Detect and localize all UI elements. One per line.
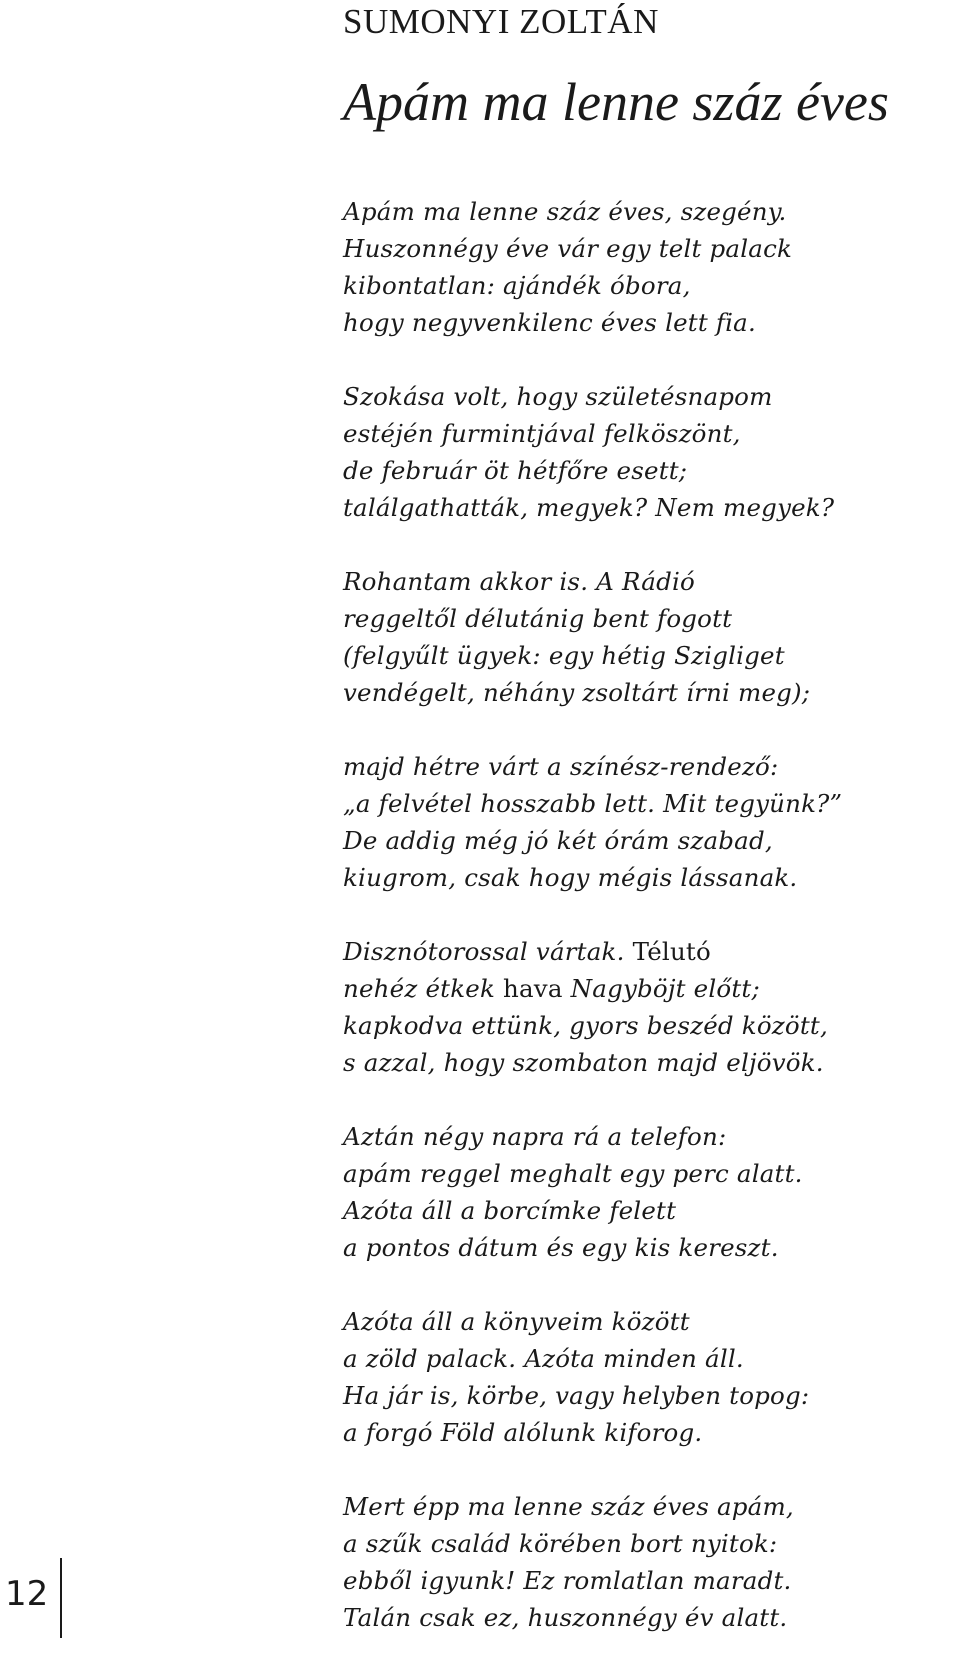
poem-line: kibontatlan: ajándék óbora, — [343, 271, 691, 300]
page-number: 12 — [5, 1574, 49, 1614]
poem-line: találgathatták, megyek? Nem megyek? — [343, 493, 835, 522]
stanza-2 — [343, 378, 943, 526]
poem-line: reggeltől délutánig bent fogott — [343, 604, 733, 633]
line-segment: nehéz étkek — [343, 974, 495, 1003]
stanza-6 — [343, 1118, 943, 1266]
page-number-divider — [60, 1558, 62, 1638]
poem-line: estéjén furmintjával felköszönt, — [343, 419, 741, 448]
poem-line: Aztán négy napra rá a telefon: — [343, 1122, 727, 1151]
poem-body — [343, 193, 943, 1673]
stanza-4 — [343, 748, 943, 896]
poem-line: Szokása volt, hogy születésnapom — [343, 382, 773, 411]
poem-line: Huszonnégy éve vár egy telt palack — [343, 234, 793, 263]
poem-line: De addig még jó két órám szabad, — [343, 826, 773, 855]
stanza-3 — [343, 563, 943, 711]
poem-line: a szűk család körében bort nyitok: — [343, 1529, 778, 1558]
poem-line: „a felvétel hosszabb lett. Mit tegyünk?” — [343, 789, 843, 818]
poem-line: Mert épp ma lenne száz éves apám, — [343, 1492, 794, 1521]
poem-line: a forgó Föld alólunk kiforog. — [343, 1418, 703, 1447]
line-segment: Nagyböjt előtt; — [570, 974, 760, 1003]
poem-line: a zöld palack. Azóta minden áll. — [343, 1344, 744, 1373]
poem-line: Azóta áll a borcímke felett — [343, 1196, 677, 1225]
stanza-7 — [343, 1303, 943, 1451]
poem-line: kiugrom, csak hogy mégis lássanak. — [343, 863, 798, 892]
poem-line: Apám ma lenne száz éves, szegény. — [343, 197, 787, 226]
line-segment: Disznótorossal vártak. — [343, 937, 625, 966]
poem-line: Rohantam akkor is. A Rádió — [343, 567, 695, 596]
upright-word: hava — [503, 974, 563, 1003]
poem-line — [343, 933, 943, 970]
poem-line: Talán csak ez, huszonnégy év alatt. — [343, 1603, 788, 1632]
poem-line: Ha jár is, körbe, vagy helyben topog: — [343, 1381, 810, 1410]
author-name: SUMONYI ZOLTÁN — [343, 2, 659, 41]
poem-line: ebből igyunk! Ez romlatlan maradt. — [343, 1566, 792, 1595]
poem-line: Azóta áll a könyveim között — [343, 1307, 690, 1336]
upright-word: Télutó — [632, 937, 711, 966]
poem-line: de február öt hétfőre esett; — [343, 456, 688, 485]
poem-line: kapkodva ettünk, gyors beszéd között, — [343, 1011, 828, 1040]
poem-line: hogy negyvenkilenc éves lett fia. — [343, 308, 756, 337]
poem-line: apám reggel meghalt egy perc alatt. — [343, 1159, 803, 1188]
poem-title: Apám ma lenne száz éves — [343, 72, 889, 132]
stanza-8 — [343, 1488, 943, 1636]
poem-line: (felgyűlt ügyek: egy hétig Szigliget — [343, 641, 785, 670]
poem-line: a pontos dátum és egy kis kereszt. — [343, 1233, 779, 1262]
stanza-5 — [343, 933, 943, 1081]
poem-line: majd hétre várt a színész-rendező: — [343, 752, 779, 781]
poem-line: s azzal, hogy szombaton majd eljövök. — [343, 1048, 824, 1077]
poem-line — [343, 970, 943, 1007]
stanza-1 — [343, 193, 943, 341]
poem-line: vendégelt, néhány zsoltárt írni meg); — [343, 678, 811, 707]
